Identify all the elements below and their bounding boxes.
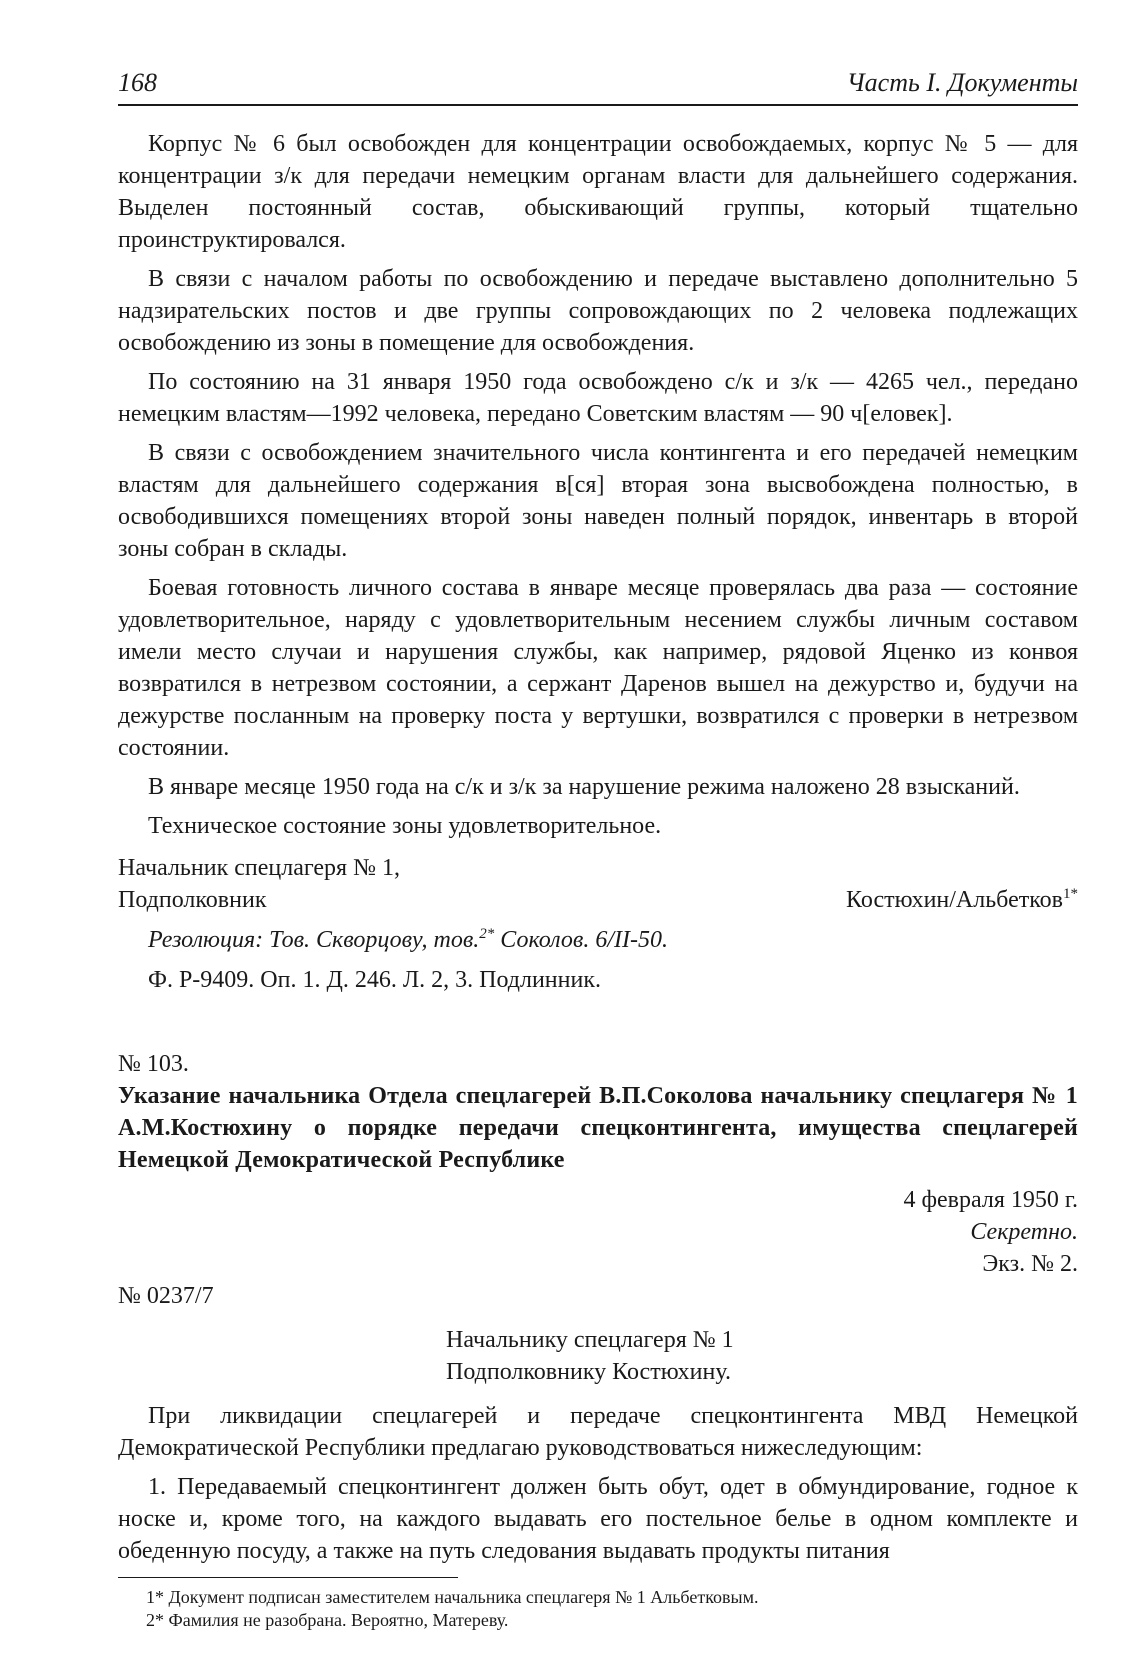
- body-paragraph: При ликвидации спецлагерей и передаче спецконтингента МВД Немецкой Демократической Республики предлагаю руководствоваться нижеследующим:: [118, 1403, 1078, 1461]
- document-number: № 103.: [118, 1051, 189, 1077]
- archive-reference: Ф. Р-9409. Оп. 1. Д. 246. Л. 2, 3. Подлинник.: [148, 967, 601, 993]
- addressee-line: Подполковнику Костюхину.: [446, 1359, 731, 1385]
- signature-name: [846, 884, 1078, 916]
- outgoing-number: № 0237/7: [118, 1283, 214, 1309]
- document-title: Указание начальника Отдела спецлагерей В.П.Соколова начальнику спецлагеря № 1 А.М.Костюхину о порядке передачи спецконтингента, имущества спецлагерей Немецкой Демократической Республике: [118, 1083, 1078, 1173]
- signature-rank: Подполковник: [118, 887, 267, 913]
- footnotes: [118, 1586, 1078, 1632]
- running-header: [118, 60, 1078, 106]
- body-paragraph: Боевая готовность личного состава в январе месяце проверялась два раза — состояние удовлетворительное, наряду с удовлетворительным несением службы личным составом имели место случаи и нарушения службы, как например, рядовой Яценко из конвоя возвратился в нетрезвом состоянии, а сержант Даренов вышел на дежурство и, будучи на дежурстве посланным на проверку поста у вертушки, возвратился с проверки в нетрезвом состоянии.: [118, 575, 1078, 761]
- copy-number: Экз. № 2.: [982, 1251, 1078, 1277]
- footnote: 1* Документ подписан заместителем начальника спецлагеря № 1 Альбетковым.: [146, 1587, 759, 1607]
- body-paragraph: 1. Передаваемый спецконтингент должен быть обут, одет в обмундирование, годное к носке и, кроме того, на каждого выдавать его постельное белье в одном комплекте и обеденную посуду, а также на путь следования выдавать продукты питания: [118, 1474, 1078, 1564]
- resolution-tail: Соколов. 6/II-50.: [494, 927, 668, 953]
- document-body: [118, 128, 1078, 1567]
- secrecy-stamp: Секретно.: [970, 1219, 1078, 1245]
- footnote: 2* Фамилия не разобрана. Вероятно, Матереву.: [146, 1610, 509, 1630]
- signatory-name: Костюхин/Альбетков: [846, 887, 1063, 913]
- resolution-lead: Резолюция: Тов. Скворцову, тов.: [148, 927, 480, 953]
- body-paragraph: В связи с освобождением значительного числа контингента и его передачей немецким властям для дальнейшего содержания в[ся] вторая зона высвобождена полностью, в освободившихся помещениях второй зоны наведен полный порядок, инвентарь в второй зоны собран в склады.: [118, 440, 1078, 562]
- signature-row: [118, 884, 1078, 916]
- document-page: [118, 60, 1078, 1632]
- addressee-line: Начальнику спецлагеря № 1: [446, 1327, 734, 1353]
- signature-title: Начальник спецлагеря № 1,: [118, 855, 400, 881]
- part-title: Часть I. Документы: [846, 68, 1078, 97]
- body-paragraph: В связи с началом работы по освобождению и передаче выставлено дополнительно 5 надзирательских постов и две группы сопровождающих по 2 человека подлежащих освобождению из зоны в помещение для освобождения.: [118, 266, 1078, 356]
- resolution-note: [118, 924, 1078, 956]
- footnote-mark: 1*: [1063, 886, 1078, 902]
- body-paragraph: В январе месяце 1950 года на с/к и з/к за нарушение режима наложено 28 взысканий.: [148, 774, 1020, 800]
- footnote-divider: [118, 1577, 458, 1578]
- body-paragraph: По состоянию на 31 января 1950 года освобождено с/к и з/к — 4265 чел., передано немецким властям—1992 человека, передано Советским властям — 90 ч[еловек].: [118, 369, 1078, 427]
- body-paragraph: Корпус № 6 был освобожден для концентрации освобождаемых, корпус № 5 — для концентрации з/к для передачи немецким органам власти для дальнейшего содержания. Выделен постоянный состав, обыскивающий группы, который тщательно проинструктировался.: [118, 131, 1078, 253]
- page-number: 168: [118, 68, 157, 97]
- body-paragraph: Техническое состояние зоны удовлетворительное.: [148, 813, 662, 839]
- document-date: 4 февраля 1950 г.: [903, 1187, 1078, 1213]
- footnote-mark: 2*: [479, 926, 495, 942]
